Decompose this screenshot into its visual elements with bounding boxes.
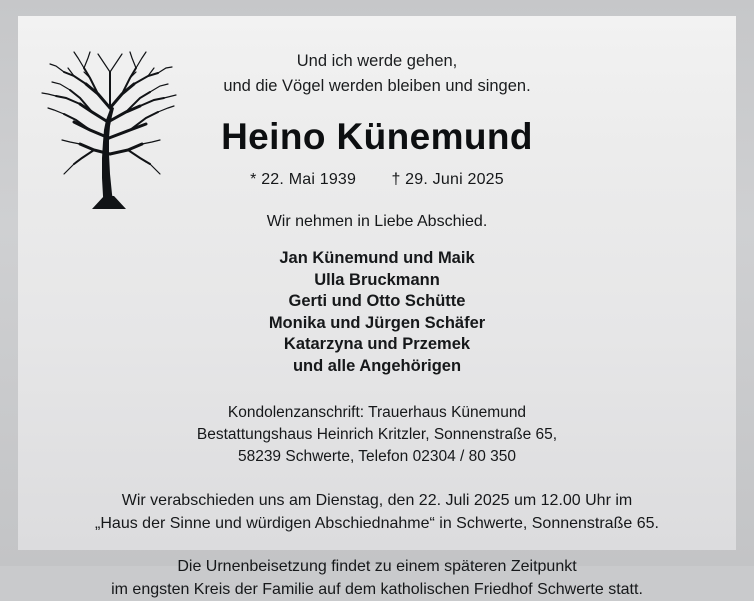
burial-line-2: im engsten Kreis der Familie auf dem katholischen Friedhof Schwerte statt. [111, 581, 643, 598]
burial-line-1: Die Urnenbeisetzung findet zu einem späteren Zeitpunkt [177, 558, 577, 575]
epitaph-line-1: Und ich werde gehen, [296, 52, 458, 70]
death-date: † 29. Juni 2025 [391, 171, 504, 188]
family-member: Ulla Bruckmann [314, 270, 440, 289]
condolence-address [18, 402, 736, 468]
service-line-1: Wir verabschieden uns am Dienstag, den 22. Juli 2025 um 12.00 Uhr im [121, 492, 633, 509]
deceased-name: Heino Künemund [221, 116, 533, 157]
family-member: Monika und Jürgen Schäfer [268, 313, 486, 332]
condolence-line-1: Kondolenzanschrift: Trauerhaus Künemund [227, 404, 527, 421]
obituary-text-block [18, 16, 736, 601]
epitaph-line-2: und die Vögel werden bleiben und singen. [223, 77, 531, 95]
burial-details [18, 555, 736, 601]
farewell-text: Wir nehmen in Liebe Abschied. [266, 213, 488, 230]
service-details [18, 489, 736, 535]
service-line-2: „Haus der Sinne und würdigen Abschiednahme“ in Schwerte, Sonnenstraße 65. [95, 515, 659, 532]
epitaph [18, 49, 736, 99]
family-member: Katarzyna und Przemek [283, 335, 471, 353]
family-member: Jan Künemund und Maik [279, 249, 475, 267]
family-list [18, 248, 736, 377]
family-member: und alle Angehörigen [292, 356, 462, 375]
obituary-card [18, 16, 736, 598]
birth-date: * 22. Mai 1939 [250, 171, 357, 188]
life-dates [18, 171, 736, 189]
condolence-line-2: Bestattungshaus Heinrich Kritzler, Sonnenstraße 65, [196, 426, 558, 443]
family-member: Gerti und Otto Schütte [288, 292, 466, 310]
condolence-line-3: 58239 Schwerte, Telefon 02304 / 80 350 [237, 448, 517, 465]
